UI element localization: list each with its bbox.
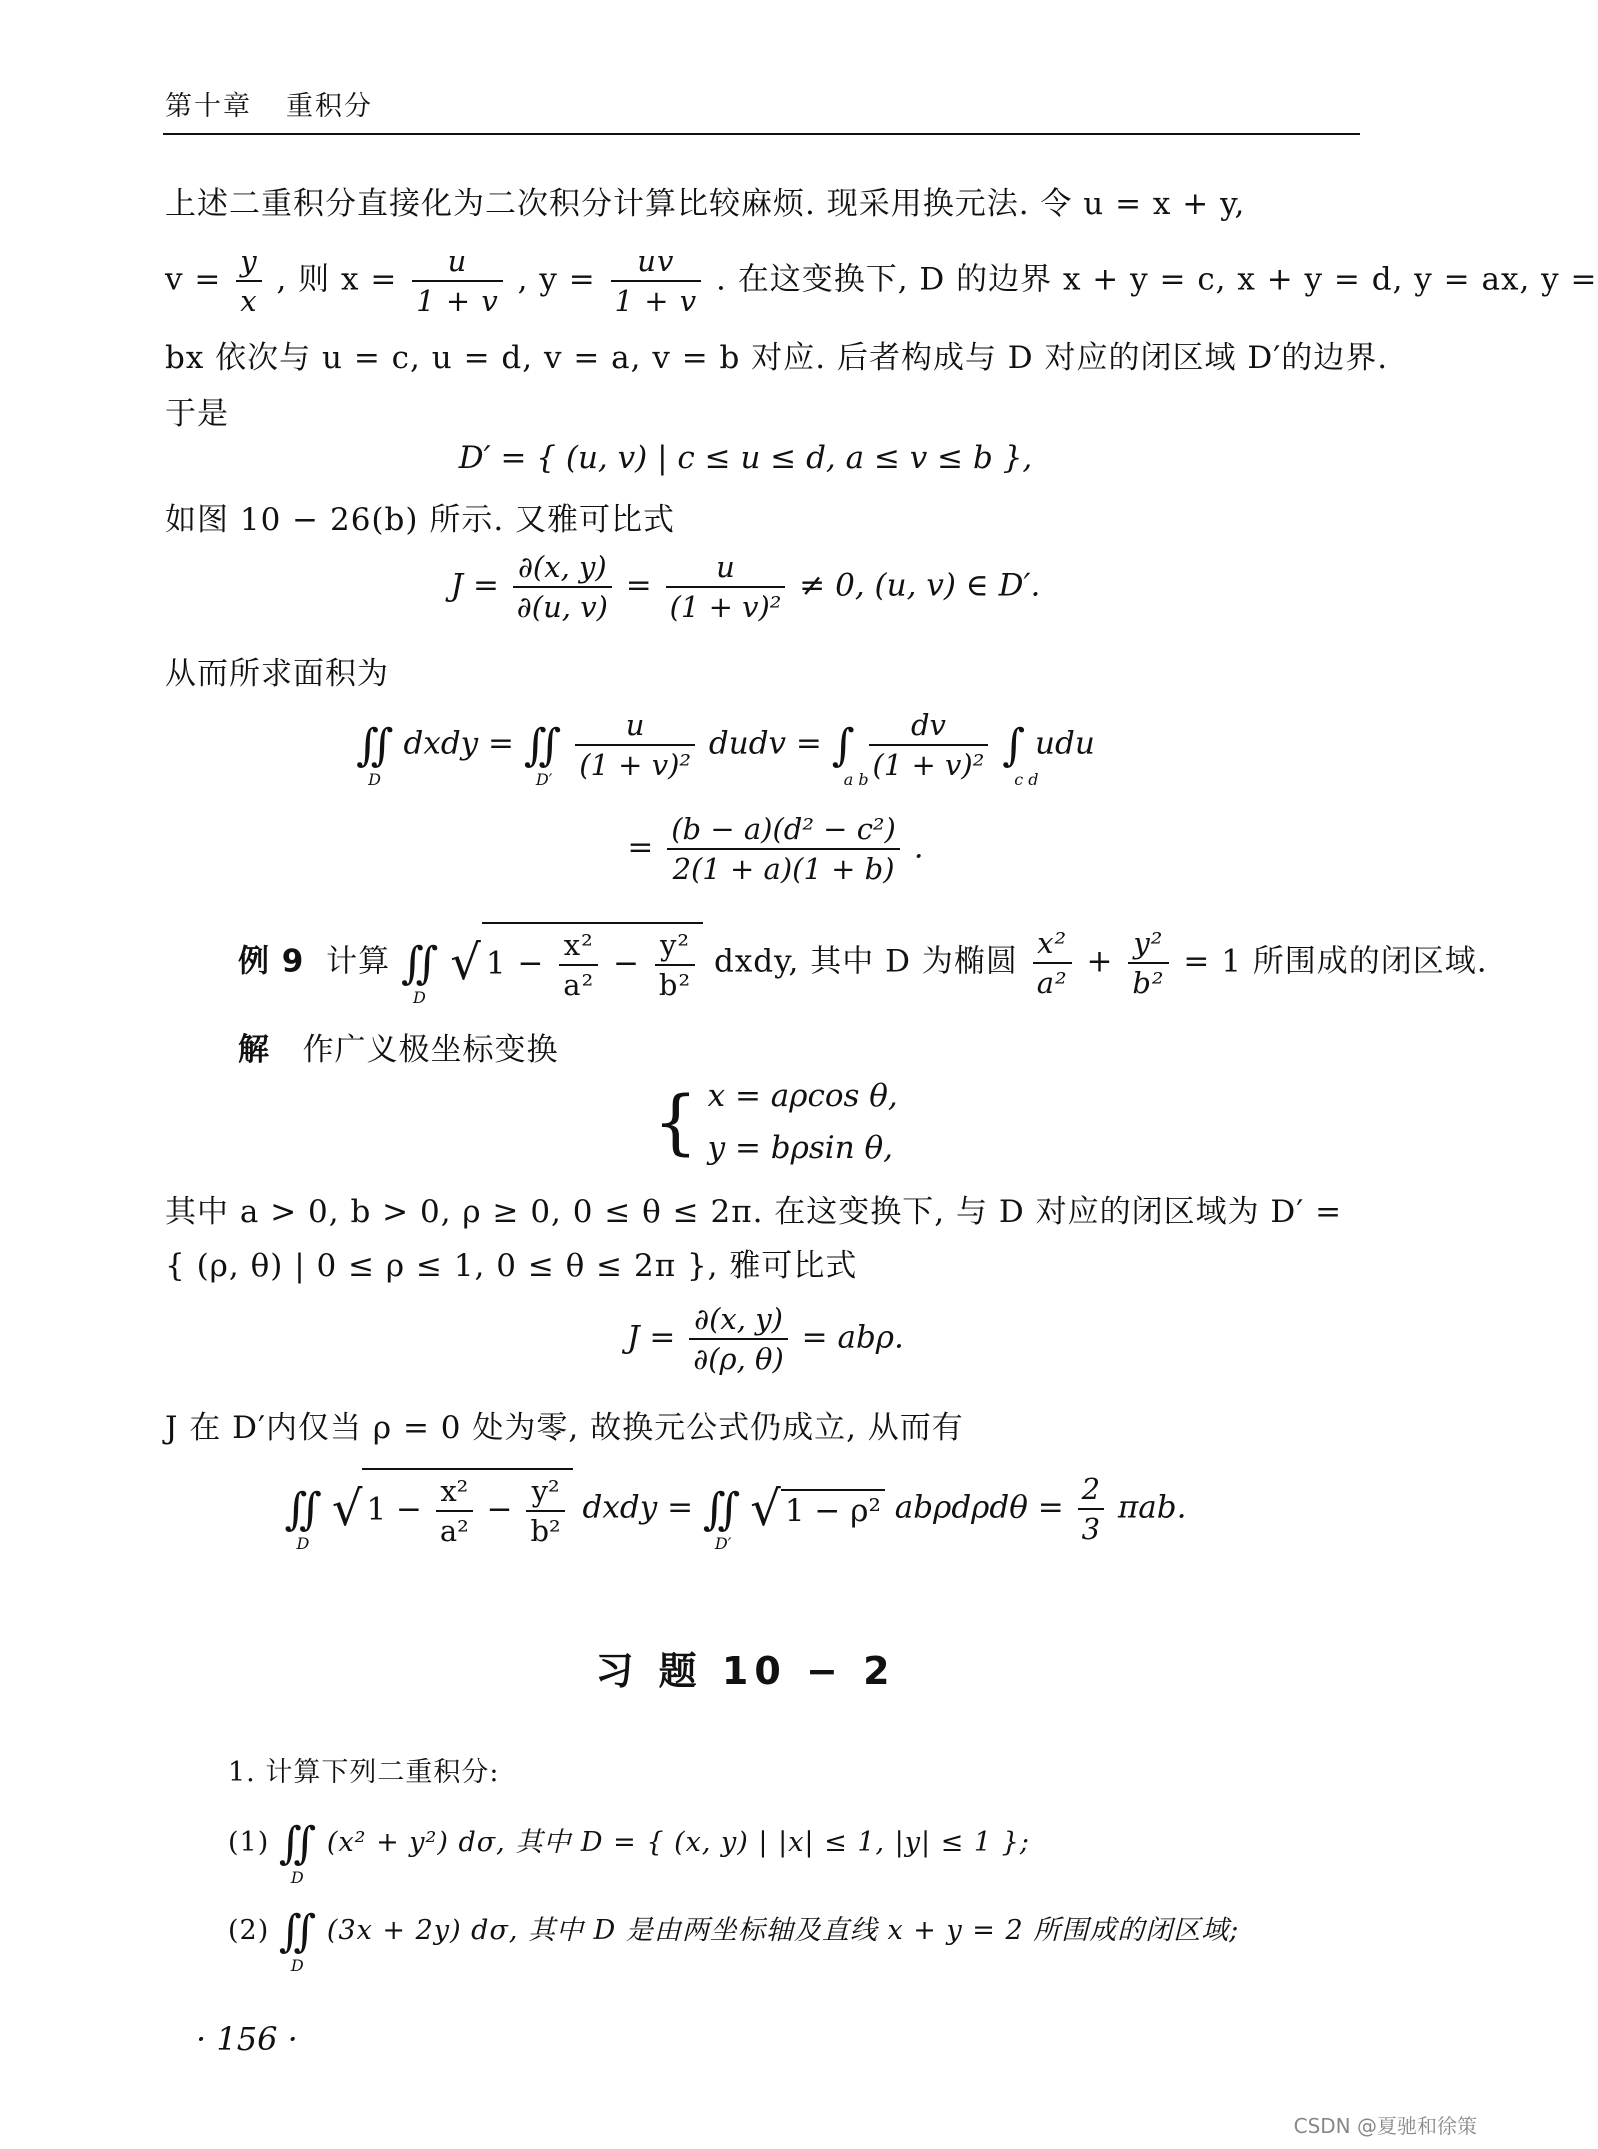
text-seg: πab. bbox=[1117, 1489, 1187, 1526]
fraction-u-over-1pv-sq: $\frac{u}{\text{(1 + v)²}}$ bbox=[666, 548, 786, 626]
exercise-1-part-2 bbox=[228, 1906, 1240, 1975]
running-header bbox=[165, 84, 373, 123]
text-seg: udu bbox=[1035, 725, 1095, 762]
text-seg: = bbox=[625, 567, 652, 604]
text-seg: dudv = bbox=[708, 725, 822, 762]
para1-line1: 上述二重积分直接化为二次积分计算比较麻烦. 现采用换元法. 令 u = x + y, bbox=[165, 186, 1246, 222]
header-rule bbox=[163, 133, 1360, 135]
chapter-title: 重积分 bbox=[286, 91, 373, 122]
text-seg: J = bbox=[627, 1319, 676, 1356]
equation-final bbox=[0, 1468, 1481, 1553]
exercise-1-part-1 bbox=[228, 1818, 1030, 1887]
equation-jacobian-1 bbox=[0, 548, 1491, 626]
para1-line2 bbox=[165, 242, 1598, 320]
text-seg: 作广义极坐标变换 bbox=[302, 1032, 559, 1068]
solution-line bbox=[238, 1024, 559, 1069]
double-integral-symbol: ∬ D bbox=[278, 1818, 318, 1887]
para1-line4: 于是 bbox=[165, 396, 229, 432]
double-integral-symbol: ∬ D bbox=[278, 1906, 318, 1975]
text-seg: abρdρdθ = bbox=[894, 1489, 1064, 1526]
fraction-dv-over-1pv-sq: $\frac{dv}{\text{(1 + v)²}}$ bbox=[869, 706, 989, 784]
area-intro-line: 从而所求面积为 bbox=[165, 656, 389, 692]
para2-line1: 其中 a > 0, b > 0, ρ ≥ 0, 0 ≤ θ ≤ 2π. 在这变换下, 与 D 对应的闭区域为 D′ = bbox=[165, 1194, 1343, 1230]
fraction-uv-over-1pv: $\frac{uv}{1 + v}$ bbox=[611, 242, 702, 320]
text-seg: + bbox=[1086, 943, 1114, 980]
text-seg: . 在这变换下, D 的边界 x + y = c, x + y = d, y = ax, y = bbox=[715, 261, 1598, 298]
text-seg: = 1 所围成的闭区域. bbox=[1183, 943, 1488, 980]
para2-line2: { (ρ, θ) | 0 ≤ ρ ≤ 1, 0 ≤ θ ≤ 2π }, 雅可比式 bbox=[165, 1248, 858, 1284]
fraction-area-result: $\frac{\text{(b − a)(d² − c²)}}{2(1 + a)(1 + b)}$ bbox=[667, 810, 900, 888]
fraction-partial-xy-uv: $\frac{\partial(x, y)}{\partial(u, v)}$ bbox=[513, 548, 612, 626]
double-integral-symbol: ∬ D′ bbox=[702, 1483, 741, 1553]
equation-polar-system: { x = aρcos θ, y = bρsin θ, bbox=[653, 1078, 898, 1166]
figure-reference-line: 如图 10 − 26(b) 所示. 又雅可比式 bbox=[165, 502, 676, 538]
text-seg: (2) bbox=[228, 1915, 270, 1946]
double-integral-symbol: ∬ D bbox=[284, 1483, 322, 1553]
system-row-2: y = bρsin θ, bbox=[707, 1130, 894, 1166]
sqrt-expression: √ 1 − $\frac{\text{x²}}{\text{a²}}$ − $\frac{\text{y²}}{\text{b²}}$ bbox=[450, 922, 703, 1004]
fraction-y2-b2: $\frac{\text{y²}}{\text{b²}}$ bbox=[1128, 924, 1168, 1002]
text-seg: dxdy, 其中 D 为椭圆 bbox=[713, 943, 1018, 980]
double-integral-symbol: ∬ D′ bbox=[523, 719, 562, 789]
equation-area-row1 bbox=[0, 706, 1471, 789]
integral-symbol: ∫ c d bbox=[1002, 719, 1039, 789]
text-seg: , 则 x = bbox=[276, 261, 398, 298]
text-seg: (1) bbox=[228, 1827, 270, 1858]
text-seg: (x² + y²) dσ, 其中 D = { (x, y) | |x| ≤ 1, |y| ≤ 1 }; bbox=[326, 1827, 1030, 1858]
para1-line3: bx 依次与 u = c, u = d, v = a, v = b 对应. 后者构成与 D 对应的闭区域 D′的边界. bbox=[165, 340, 1389, 376]
example-label: 例 9 bbox=[238, 943, 305, 980]
solution-label: 解 bbox=[238, 1032, 270, 1068]
text-seg: = bbox=[627, 829, 654, 866]
fraction-partial-xy-rho-theta: $\frac{\partial(x, y)}{\partial(\rho, \theta)}$ bbox=[689, 1300, 788, 1378]
text-seg: v = bbox=[165, 261, 222, 298]
equation-d-prime: D′ = { (u, v) | c ≤ u ≤ d, a ≤ v ≤ b }, bbox=[458, 440, 1033, 476]
page-number: · 156 · bbox=[196, 2020, 298, 2058]
text-seg: (3x + 2y) dσ, 其中 D 是由两坐标轴及直线 x + y = 2 所围成的闭区域; bbox=[326, 1915, 1240, 1946]
para3-line: J 在 D′内仅当 ρ = 0 处为零, 故换元公式仍成立, 从而有 bbox=[165, 1410, 964, 1446]
equation-area-row2 bbox=[30, 810, 1521, 888]
text-seg: dxdy = bbox=[582, 1489, 694, 1526]
text-seg: = abρ. bbox=[801, 1319, 904, 1356]
exercise-1-heading: 1. 计算下列二重积分: bbox=[228, 1757, 500, 1788]
sqrt-expression: √ 1 − $\frac{\text{x²}}{\text{a²}}$ − $\frac{\text{y²}}{\text{b²}}$ bbox=[332, 1468, 573, 1550]
watermark: CSDN @夏驰和徐策 bbox=[1293, 2114, 1477, 2138]
text-seg: . bbox=[913, 829, 924, 866]
fraction-y-over-x: $\frac{y}{x}$ bbox=[236, 242, 261, 320]
text-seg: ≠ 0, (u, v) ∈ D′. bbox=[799, 567, 1041, 604]
text-seg: J = bbox=[450, 567, 499, 604]
text-seg: dxdy = bbox=[403, 725, 515, 762]
integral-symbol: ∫ a b bbox=[831, 719, 869, 789]
section-title: 习 题 10 − 2 bbox=[595, 1649, 896, 1693]
double-integral-symbol: ∬ D bbox=[400, 937, 440, 1007]
fraction-x2-a2: $\frac{\text{x²}}{\text{a²}}$ bbox=[1033, 924, 1072, 1002]
fraction-u-over-1pv-sq: $\frac{u}{\text{(1 + v)²}}$ bbox=[575, 706, 695, 784]
text-seg: 计算 bbox=[326, 943, 391, 980]
chapter-label: 第十章 bbox=[165, 91, 252, 122]
text-seg: , y = bbox=[517, 261, 596, 298]
fraction-u-over-1pv: $\frac{u}{1 + v}$ bbox=[412, 242, 503, 320]
example-9-line bbox=[238, 922, 1488, 1007]
double-integral-symbol: ∬ D bbox=[356, 719, 394, 789]
system-row-1: x = aρcos θ, bbox=[707, 1078, 898, 1114]
fraction-two-thirds: $\frac{2}{3}$ bbox=[1078, 1470, 1104, 1548]
equation-jacobian-2 bbox=[20, 1300, 1511, 1378]
sqrt-expression: √ 1 − ρ² bbox=[750, 1481, 885, 1537]
